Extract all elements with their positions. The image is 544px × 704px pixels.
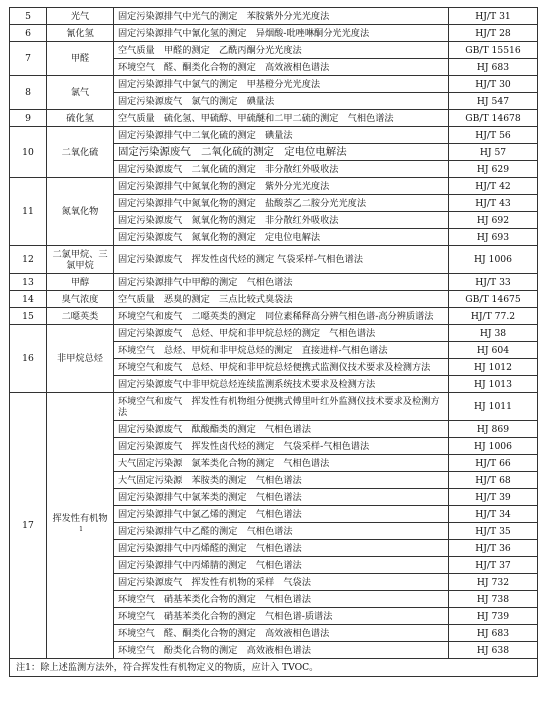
method-name-cell: 固定污染源排气中甲醇的测定 气相色谱法	[114, 274, 449, 291]
standard-code-cell: HJ/T 35	[449, 523, 538, 540]
table-body	[10, 8, 538, 659]
pollutant-name: 硫化氢	[66, 112, 94, 124]
standard-code-cell: HJ 638	[449, 642, 538, 659]
standard-code-cell: HJ/T 77.2	[449, 308, 538, 325]
standard-code-cell: HJ 739	[449, 608, 538, 625]
pollutant-name-cell	[47, 42, 114, 76]
standard-code-cell: HJ 692	[449, 212, 538, 229]
standard-code-cell: HJ 1012	[449, 359, 538, 376]
standard-code-cell: HJ/T 43	[449, 195, 538, 212]
standard-code-cell: HJ 683	[449, 59, 538, 76]
standard-code-cell: HJ 1006	[449, 438, 538, 455]
pollutant-name: 光气	[70, 10, 90, 22]
method-name-cell: 固定污染源废气 氯气的测定 碘量法	[114, 93, 449, 110]
standard-code-cell: GB/T 14675	[449, 291, 538, 308]
method-name-cell: 空气质量 硫化氢、甲硫醇、甲硫醚和二甲二硫的测定 气相色谱法	[114, 110, 449, 127]
pollutant-name-cell	[47, 76, 114, 110]
pollutant-name: 二氯甲烷、三氯甲烷	[52, 248, 108, 271]
table-row	[10, 8, 538, 25]
method-name-cell: 固定污染源排气中氯气的测定 甲基橙分光光度法	[114, 76, 449, 93]
method-name-cell: 大气固定污染源 氯苯类化合物的测定 气相色谱法	[114, 455, 449, 472]
serial-number-cell: 13	[10, 274, 47, 291]
standard-code-cell: HJ 57	[449, 144, 538, 161]
method-name-cell: 固定污染源废气 酞酸酯类的测定 气相色谱法	[114, 421, 449, 438]
method-name-cell: 固定污染源排气中丙烯腈的测定 气相色谱法	[114, 557, 449, 574]
method-name-cell: 大气固定污染源 苯胺类的测定 气相色谱法	[114, 472, 449, 489]
method-name-cell: 环境空气 酚类化合物的测定 高效液相色谱法	[114, 642, 449, 659]
pollutant-name: 甲醛	[70, 53, 90, 64]
standard-code-cell: HJ 604	[449, 342, 538, 359]
table-row	[10, 25, 538, 42]
method-name-cell: 固定污染源排气中二氧化硫的测定 碘量法	[114, 127, 449, 144]
standard-code-cell: HJ 1013	[449, 376, 538, 393]
method-name-cell: 固定污染源排气中丙烯醛的测定 气相色谱法	[114, 540, 449, 557]
standard-code-cell: HJ/T 34	[449, 506, 538, 523]
pollutant-name: 氰化氢	[66, 27, 94, 39]
method-name-cell: 环境空气 硝基苯类化合物的测定 气相色谱-质谱法	[114, 608, 449, 625]
serial-number-cell: 16	[10, 325, 47, 393]
method-name-cell: 固定污染源排气中氮氧化物的测定 紫外分光光度法	[114, 178, 449, 195]
standard-code-cell: HJ 869	[449, 421, 538, 438]
method-name-cell: 固定污染源废气 氮氧化物的测定 定电位电解法	[114, 229, 449, 246]
method-name-cell: 环境空气和废气 总烃、甲烷和非甲烷总烃便携式监测仪技术要求及检测方法	[114, 359, 449, 376]
standard-code-cell: HJ 38	[449, 325, 538, 342]
method-name-cell: 环境空气 硝基苯类化合物的测定 气相色谱法	[114, 591, 449, 608]
method-name-cell: 固定污染源废气 二氧化硫的测定 定电位电解法	[114, 144, 449, 161]
standard-code-cell: HJ/T 39	[449, 489, 538, 506]
pollutant-name-cell	[47, 178, 114, 246]
table-row	[10, 110, 538, 127]
pollutant-name: 二噁英类	[61, 310, 99, 322]
standard-code-cell: HJ 1011	[449, 393, 538, 421]
pollutant-name: 氮氧化物	[61, 206, 99, 217]
method-name-cell: 固定污染源废气 二氧化硫的测定 非分散红外吸收法	[114, 161, 449, 178]
pollutant-name-cell	[47, 110, 114, 127]
standard-code-cell: HJ/T 33	[449, 274, 538, 291]
method-name-cell: 固定污染源废气 总烃、甲烷和非甲烷总烃的测定 气相色谱法	[114, 325, 449, 342]
serial-number-cell: 15	[10, 308, 47, 325]
standard-code-cell: HJ/T 66	[449, 455, 538, 472]
monitoring-method-table	[9, 7, 538, 659]
method-name-cell: 固定污染源废气 挥发性有机物的采样 气袋法	[114, 574, 449, 591]
pollutant-name-cell	[47, 393, 114, 659]
standard-code-cell: GB/T 15516	[449, 42, 538, 59]
standard-code-cell: HJ/T 56	[449, 127, 538, 144]
method-name-cell: 环境空气 醛、酮类化合物的测定 高效液相色谱法	[114, 59, 449, 76]
standard-code-cell: HJ 683	[449, 625, 538, 642]
standard-code-cell: HJ/T 42	[449, 178, 538, 195]
serial-number-cell: 10	[10, 127, 47, 178]
method-name-cell: 环境空气和废气 二噁英类的测定 同位素稀释高分辨气相色谱-高分辨质谱法	[114, 308, 449, 325]
standard-code-cell: HJ/T 68	[449, 472, 538, 489]
table-row	[10, 178, 538, 195]
pollutant-name: 二氧化硫	[61, 146, 99, 158]
standard-code-cell: HJ/T 30	[449, 76, 538, 93]
table-footnote: 注1：除上述监测方法外，符合挥发性有机物定义的物质，应计入 TVOC。	[9, 659, 538, 677]
footnote-marker: 1	[79, 525, 83, 533]
standard-code-cell: HJ 1006	[449, 246, 538, 274]
method-name-cell: 空气质量 甲醛的测定 乙酰丙酮分光光度法	[114, 42, 449, 59]
method-name-cell: 空气质量 恶臭的测定 三点比较式臭袋法	[114, 291, 449, 308]
serial-number-cell: 6	[10, 25, 47, 42]
method-name-cell: 固定污染源排气中氯乙烯的测定 气相色谱法	[114, 506, 449, 523]
standard-code-cell: HJ 693	[449, 229, 538, 246]
method-name-cell: 环境空气 总烃、甲烷和非甲烷总烃的测定 直接进样-气相色谱法	[114, 342, 449, 359]
table-row	[10, 291, 538, 308]
standard-code-cell: HJ 547	[449, 93, 538, 110]
serial-number-cell: 9	[10, 110, 47, 127]
pollutant-name: 臭气浓度	[61, 293, 99, 305]
serial-number-cell: 5	[10, 8, 47, 25]
pollutant-name-cell	[47, 325, 114, 393]
table-row	[10, 42, 538, 59]
table-row	[10, 325, 538, 342]
method-name-cell: 固定污染源排气中光气的测定 苯胺紫外分光光度法	[114, 8, 449, 25]
table-row	[10, 127, 538, 144]
standard-code-cell: HJ/T 37	[449, 557, 538, 574]
standard-code-cell: HJ 629	[449, 161, 538, 178]
standard-code-cell: HJ/T 31	[449, 8, 538, 25]
method-name-cell: 固定污染源废气 氮氧化物的测定 非分散红外吸收法	[114, 212, 449, 229]
standard-code-cell: HJ/T 28	[449, 25, 538, 42]
serial-number-cell: 14	[10, 291, 47, 308]
table-row	[10, 274, 538, 291]
method-name-cell: 固定污染源废气 挥发性卤代烃的测定 气袋采样-气相色谱法	[114, 438, 449, 455]
pollutant-name-cell	[47, 25, 114, 42]
serial-number-cell: 11	[10, 178, 47, 246]
standard-code-cell: GB/T 14678	[449, 110, 538, 127]
standard-code-cell: HJ 732	[449, 574, 538, 591]
standard-code-cell: HJ/T 36	[449, 540, 538, 557]
method-name-cell: 固定污染源排气中氰化氢的测定 异烟酸-吡唑啉酮分光光度法	[114, 25, 449, 42]
pollutant-name-cell	[47, 274, 114, 291]
pollutant-name-cell	[47, 246, 114, 274]
pollutant-name: 甲醇	[70, 276, 90, 288]
serial-number-cell: 17	[10, 393, 47, 659]
table-row	[10, 76, 538, 93]
serial-number-cell: 7	[10, 42, 47, 76]
pollutant-name-cell	[47, 8, 114, 25]
standard-code-cell: HJ 738	[449, 591, 538, 608]
serial-number-cell: 8	[10, 76, 47, 110]
method-name-cell: 固定污染源废气 挥发性卤代烃的测定 气袋采样-气相色谱法	[114, 246, 449, 274]
method-name-cell: 固定污染源废气中非甲烷总烃连续监测系统技术要求及检测方法	[114, 376, 449, 393]
method-name-cell: 环境空气和废气 挥发性有机物组分便携式傅里叶红外监测仪技术要求及检测方法	[114, 393, 449, 421]
table-row	[10, 393, 538, 421]
table-row	[10, 308, 538, 325]
pollutant-name: 非甲烷总烃	[57, 353, 103, 364]
pollutant-name: 氯气	[70, 87, 90, 98]
table-row	[10, 246, 538, 274]
method-name-cell: 固定污染源排气中氮氧化物的测定 盐酸萘乙二胺分光光度法	[114, 195, 449, 212]
pollutant-name-cell	[47, 291, 114, 308]
method-name-cell: 固定污染源排气中氯苯类的测定 气相色谱法	[114, 489, 449, 506]
method-name-cell: 环境空气 醛、酮类化合物的测定 高效液相色谱法	[114, 625, 449, 642]
serial-number-cell: 12	[10, 246, 47, 274]
pollutant-name-cell	[47, 127, 114, 178]
pollutant-name-cell	[47, 308, 114, 325]
method-name-cell: 固定污染源排气中乙醛的测定 气相色谱法	[114, 523, 449, 540]
pollutant-name: 挥发性有机物	[52, 512, 108, 524]
